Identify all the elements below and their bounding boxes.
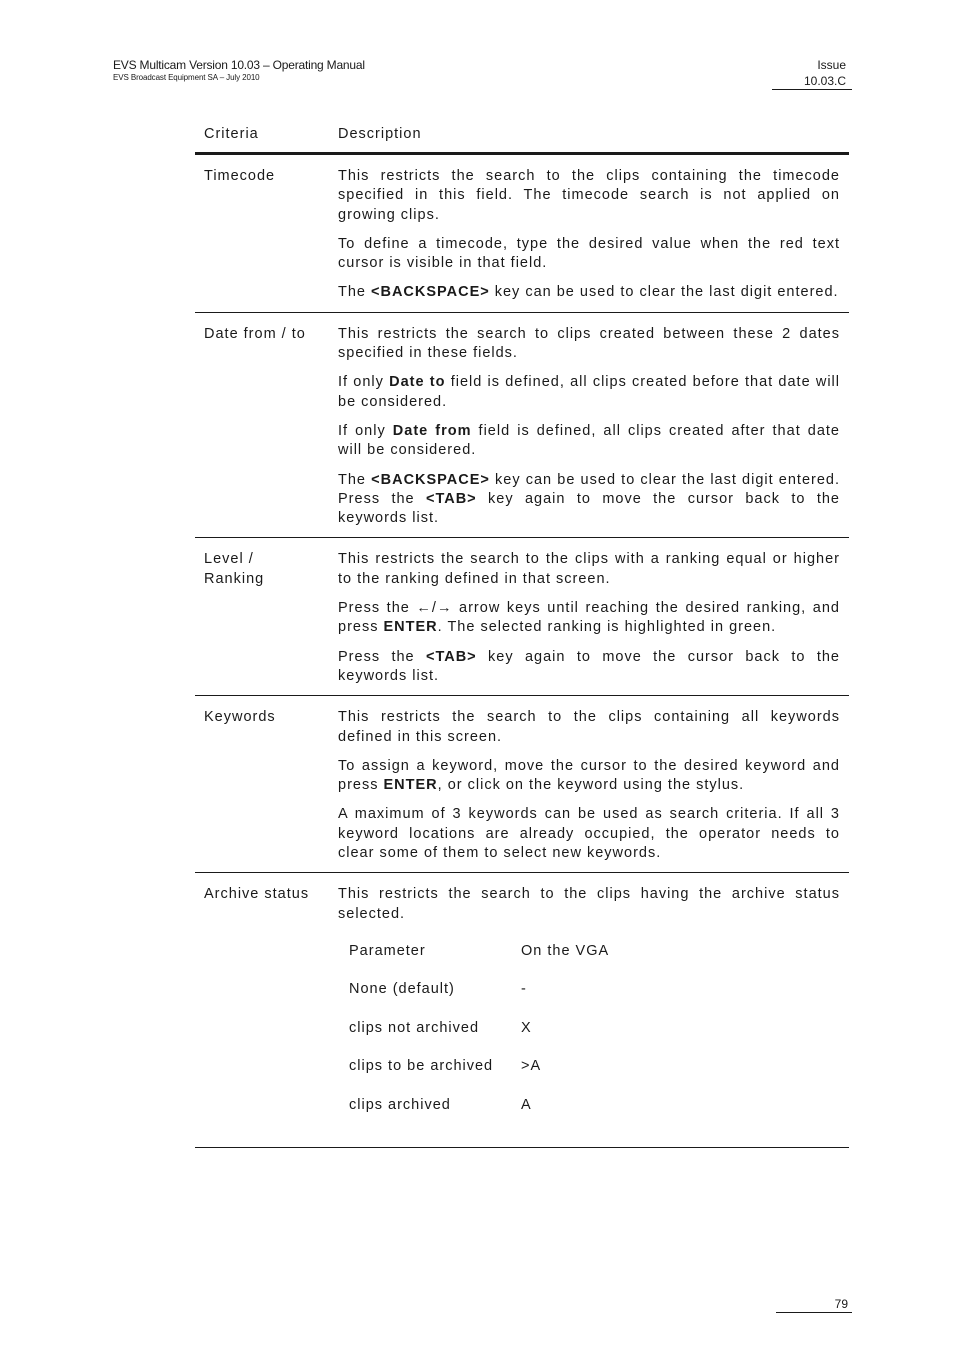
table-header: [195, 116, 849, 155]
criteria-column-header: Criteria: [204, 126, 259, 142]
description-paragraph: The <BACKSPACE> key can be used to clear the last digit entered.: [338, 284, 839, 301]
table-row: [195, 873, 849, 1148]
description-paragraph: If only Date from field is defined, all clips created after that date will be considered.: [338, 422, 840, 459]
table-row: [195, 155, 849, 313]
criteria-cell: Date from / to: [204, 325, 306, 342]
description-paragraph: This restricts the search to the clips having the archive status selected.: [338, 886, 840, 922]
issue-value: 10.03.C: [772, 73, 852, 90]
key-name: <BACKSPACE>: [371, 471, 490, 488]
criteria-cell: Level / Ranking: [204, 551, 265, 587]
description-cell: [329, 313, 849, 538]
table-row: [195, 696, 849, 873]
criteria-cell: Keywords: [204, 709, 276, 726]
page-number: 79: [776, 1296, 852, 1313]
issue-label: Issue: [817, 58, 846, 72]
description-cell: [329, 696, 849, 872]
description-cell: [329, 538, 849, 695]
archive-status-row: None (default) -: [349, 981, 527, 998]
description-cell: [329, 873, 849, 1147]
description-paragraph: This restricts the search to the clips containing the timecode specified in this field. The timecode search is not applied on growing clips.: [338, 168, 840, 223]
criteria-table: [195, 116, 849, 1148]
description-cell: [329, 155, 849, 312]
description-paragraph: If only Date to field is defined, all clips created before that date will be considered.: [338, 374, 840, 410]
key-name: <TAB>: [425, 648, 477, 665]
archive-status-row: clips not archived X: [349, 1019, 532, 1036]
page-header: [113, 57, 365, 83]
archive-status-table: [349, 942, 840, 1135]
description-paragraph: Press the <TAB> key again to move the cursor back to the keywords list.: [338, 648, 840, 684]
document-title: EVS Multicam Version 10.03 – Operating Manual: [113, 58, 365, 72]
description-paragraph: To assign a keyword, move the cursor to the desired keyword and press ENTER, or click on the keyword using the stylus.: [338, 757, 840, 794]
archive-status-row: clips to be archived >A: [349, 1058, 542, 1075]
archive-status-header: Parameter On the VGA: [349, 942, 610, 959]
description-column-header: Description: [338, 126, 422, 142]
description-paragraph: This restricts the search to the clips containing all keywords defined in this screen.: [338, 709, 840, 745]
description-paragraph: A maximum of 3 keywords can be used as search criteria. If all 3 keyword locations are already occupied, the operator needs to clear some of them to select new keywords.: [338, 806, 840, 862]
key-name: <BACKSPACE>: [371, 284, 490, 301]
description-paragraph: Press the ←/→ arrow keys until reaching the desired ranking, and press ENTER. The selected ranking is highlighted in green.: [338, 600, 840, 636]
archive-status-row: clips archived A: [349, 1096, 532, 1113]
key-name: <TAB>: [425, 490, 477, 507]
document-subtitle: EVS Broadcast Equipment SA – July 2010: [113, 73, 260, 82]
description-paragraph: This restricts the search to clips created between these 2 dates specified in these fields.: [338, 325, 840, 362]
criteria-cell: Archive status: [204, 886, 310, 903]
description-paragraph: To define a timecode, type the desired value when the red text cursor is visible in that field.: [338, 235, 840, 272]
table-row: [195, 538, 849, 696]
description-paragraph: The <BACKSPACE> key can be used to clear the last digit entered. Press the <TAB> key again to move the cursor back to the keywords list.: [338, 471, 841, 527]
description-paragraph: This restricts the search to the clips with a ranking equal or higher to the ranking defined in that screen.: [338, 551, 840, 587]
criteria-cell: Timecode: [204, 168, 276, 184]
issue-block: [772, 57, 852, 90]
page-footer: [776, 1296, 852, 1313]
table-row: [195, 313, 849, 539]
